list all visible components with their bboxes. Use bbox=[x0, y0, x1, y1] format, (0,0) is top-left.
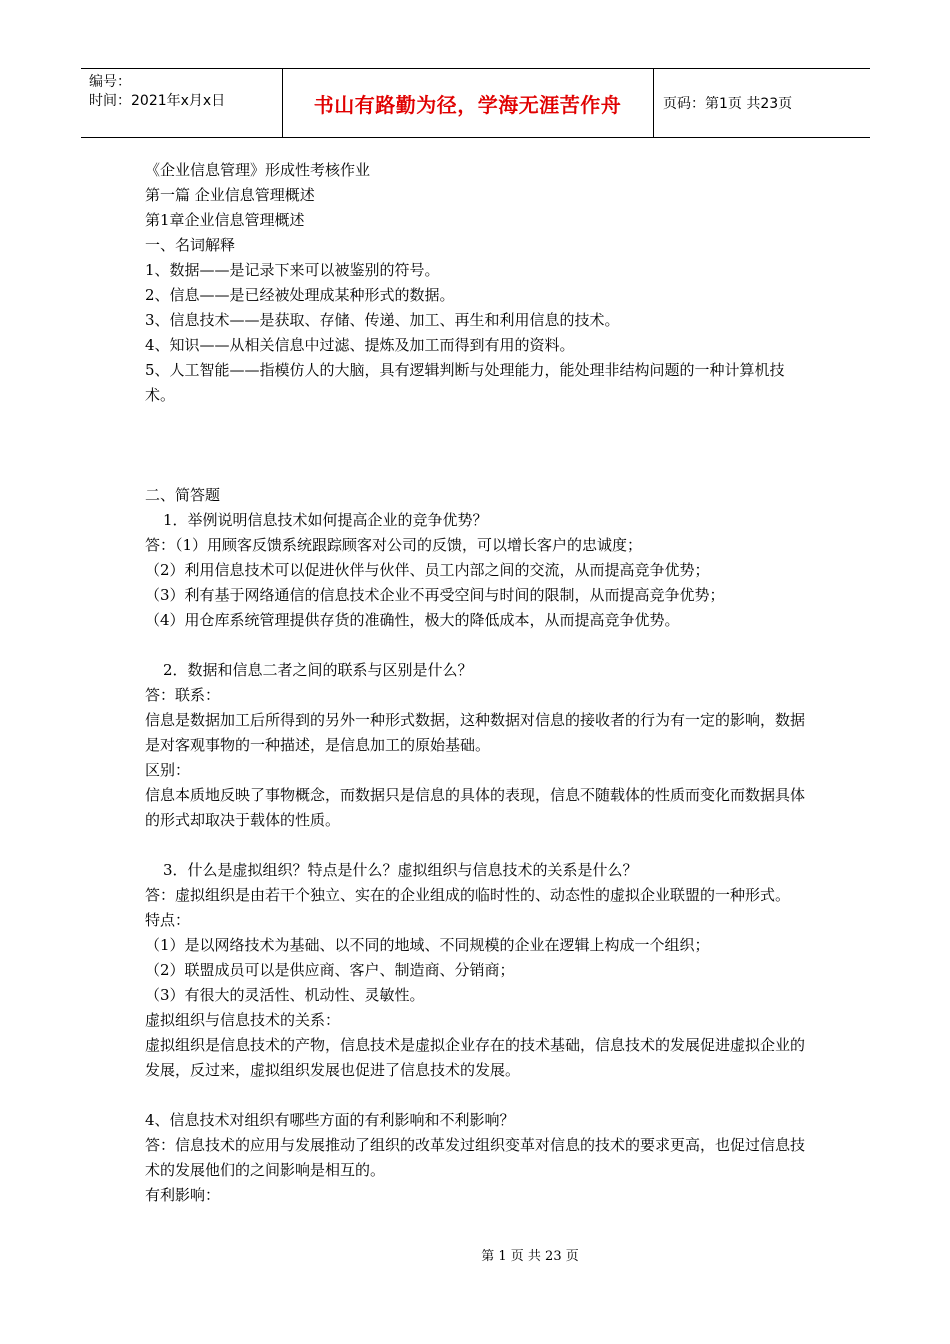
document-body bbox=[145, 158, 810, 1208]
term-definition: 4、知识——从相关信息中过滤、提炼及加工而得到有用的资料。 bbox=[145, 336, 575, 354]
answer-point: （3）利有基于网络通信的信息技术企业不再受空间与时间的限制，从而提高竞争优势； bbox=[145, 586, 725, 604]
section-heading: 二、简答题 bbox=[145, 486, 221, 504]
answer-label: 区别： bbox=[145, 761, 191, 779]
answer-paragraph: 信息是数据加工后所得到的另外一种形式数据，这种数据对信息的接收者的行为有一定的影响，数据是对客观事物的一种描述，是信息加工的原始基础。 bbox=[145, 711, 806, 754]
header-meta bbox=[89, 73, 225, 111]
number-label: 编号： bbox=[89, 74, 131, 90]
answer-paragraph: 信息本质地反映了事物概念，而数据只是信息的具体的表现，信息不随载体的性质而变化而数据具体的形式却取决于载体的性质。 bbox=[145, 786, 806, 829]
header-divider bbox=[653, 69, 654, 137]
answer-label: 虚拟组织与信息技术的关系： bbox=[145, 1011, 341, 1029]
answer-label: 有利影响： bbox=[145, 1186, 221, 1204]
answer: 答：（1）用顾客反馈系统跟踪顾客对公司的反馈，可以增长客户的忠诚度； bbox=[145, 536, 643, 554]
term-definition: 5、人工智能——指模仿人的大脑，具有逻辑判断与处理能力，能处理非结构问题的一种计算机技术。 bbox=[145, 361, 785, 404]
document-title: 《企业信息管理》形成性考核作业 bbox=[145, 161, 371, 179]
time-label: 时间：2021年x月x日 bbox=[89, 93, 226, 109]
answer-label: 特点： bbox=[145, 911, 191, 929]
answer-paragraph: 答：虚拟组织是由若干个独立、实在的企业组成的临时性的、动态性的虚拟企业联盟的一种形式。 bbox=[145, 886, 791, 904]
question: 1．举例说明信息技术如何提高企业的竞争优势？ bbox=[163, 511, 488, 529]
chapter-heading: 第1章企业信息管理概述 bbox=[145, 211, 305, 229]
question: 4、信息技术对组织有哪些方面的有利影响和不利影响？ bbox=[145, 1111, 515, 1129]
answer-paragraph: 答：信息技术的应用与发展推动了组织的改革发过组织变革对信息的技术的要求更高，也促过信息技术的发展他们的之间影响是相互的。 bbox=[145, 1136, 806, 1179]
question: 3．什么是虚拟组织？特点是什么？虚拟组织与信息技术的关系是什么？ bbox=[163, 861, 638, 879]
answer-point: （4）用仓库系统管理提供存货的准确性，极大的降低成本，从而提高竞争优势。 bbox=[145, 611, 680, 629]
section-heading: 一、名词解释 bbox=[145, 236, 236, 254]
answer-point: （2）利用信息技术可以促进伙伴与伙伴、员工内部之间的交流，从而提高竞争优势； bbox=[145, 561, 710, 579]
document-header bbox=[81, 68, 870, 138]
question: 2．数据和信息二者之间的联系与区别是什么？ bbox=[163, 661, 473, 679]
header-motto: 书山有路勤为径，学海无涯苦作舟 bbox=[313, 92, 622, 117]
answer-point: （3）有很大的灵活性、机动性、灵敏性。 bbox=[145, 986, 425, 1004]
term-definition: 3、信息技术——是获取、存储、传递、加工、再生和利用信息的技术。 bbox=[145, 311, 620, 329]
answer-point: （2）联盟成员可以是供应商、客户、制造商、分销商； bbox=[145, 961, 515, 979]
term-definition: 1、数据——是记录下来可以被鉴别的符号。 bbox=[145, 261, 440, 279]
answer-paragraph: 虚拟组织是信息技术的产物，信息技术是虚拟企业存在的技术基础，信息技术的发展促进虚拟企业的发展，反过来，虚拟组织发展也促进了信息技术的发展。 bbox=[145, 1036, 806, 1079]
answer-point: （1）是以网络技术为基础、以不同的地域、不同规模的企业在逻辑上构成一个组织； bbox=[145, 936, 710, 954]
term-definition: 2、信息——是已经被处理成某种形式的数据。 bbox=[145, 286, 455, 304]
part-heading: 第一篇 企业信息管理概述 bbox=[145, 186, 315, 204]
answer-label: 答：联系： bbox=[145, 686, 221, 704]
header-page-info: 页码：第1页 共23页 bbox=[663, 96, 793, 112]
page-footer: 第 1 页 共 23 页 bbox=[481, 1249, 579, 1264]
